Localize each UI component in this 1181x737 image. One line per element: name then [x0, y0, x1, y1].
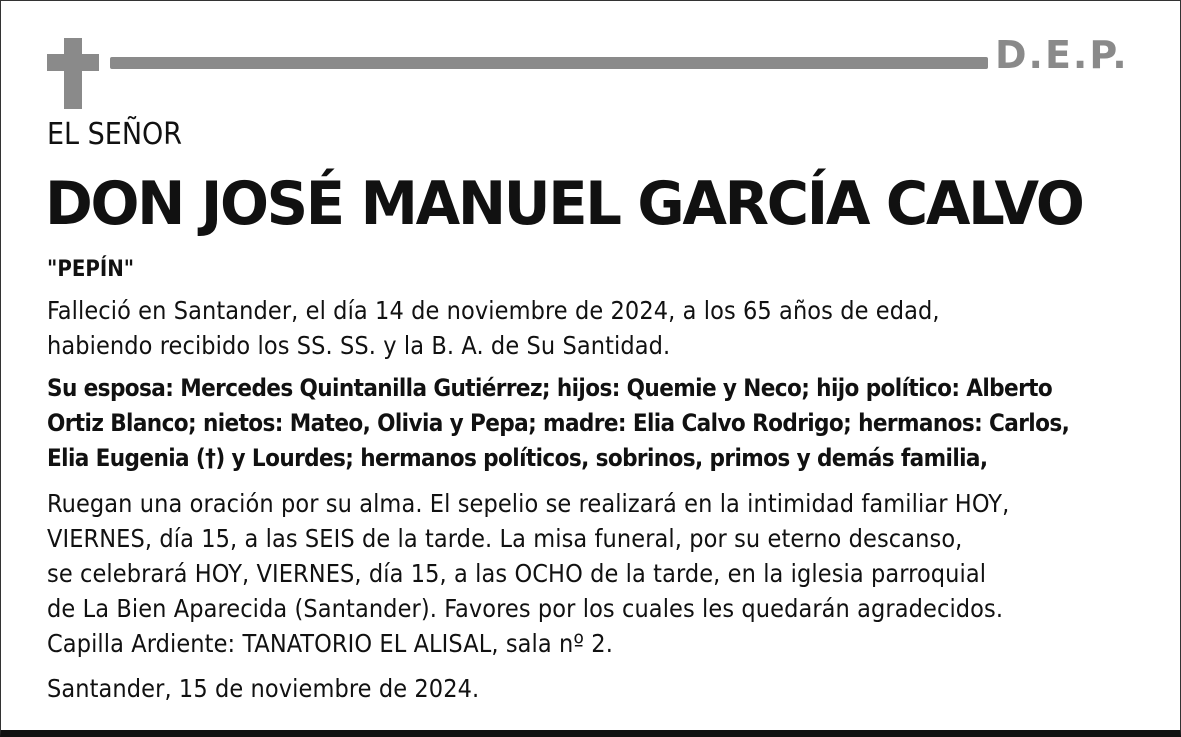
arrangements-line: Ruegan una oración por su alma. El sepelio se realizará en la intimidad familiar HOY, — [47, 489, 1010, 518]
nickname: "PEPÍN" — [47, 257, 135, 282]
death-notice-line: Falleció en Santander, el día 14 de noviembre de 2024, a los 65 años de edad, — [47, 296, 940, 325]
arrangements — [47, 486, 1009, 661]
arrangements-line: Capilla Ardiente: TANATORIO EL ALISAL, sala nº 2. — [47, 629, 613, 658]
death-notice-line: habiendo recibido los SS. SS. y la B. A. de Su Santidad. — [47, 331, 671, 360]
arrangements-line: se celebrará HOY, VIERNES, día 15, a las OCHO de la tarde, en la iglesia parroquial — [47, 559, 987, 588]
header-rule — [110, 57, 988, 69]
deceased-name: DON JOSÉ MANUEL GARCÍA CALVO — [45, 169, 1083, 239]
arrangements-line: VIERNES, día 15, a las SEIS de la tarde. La misa funeral, por su eterno descanso, — [47, 524, 963, 553]
family-line: Elia Eugenia (†) y Lourdes; hermanos políticos, sobrinos, primos y demás familia, — [47, 444, 988, 472]
cross-icon — [47, 38, 99, 109]
dep-label: D.E.P. — [995, 33, 1129, 77]
family-list — [47, 371, 1069, 476]
death-notice — [47, 293, 940, 363]
place-date: Santander, 15 de noviembre de 2024. — [47, 674, 480, 703]
arrangements-line: de La Bien Aparecida (Santander). Favores por los cuales les quedarán agradecidos. — [47, 594, 1004, 623]
family-line: Su esposa: Mercedes Quintanilla Gutiérrez; hijos: Quemie y Neco; hijo político: Alberto — [47, 374, 1053, 402]
title-prefix: EL SEÑOR — [47, 117, 183, 152]
family-line: Ortiz Blanco; nietos: Mateo, Olivia y Pepa; madre: Elia Calvo Rodrigo; hermanos: Carlos, — [47, 409, 1070, 437]
